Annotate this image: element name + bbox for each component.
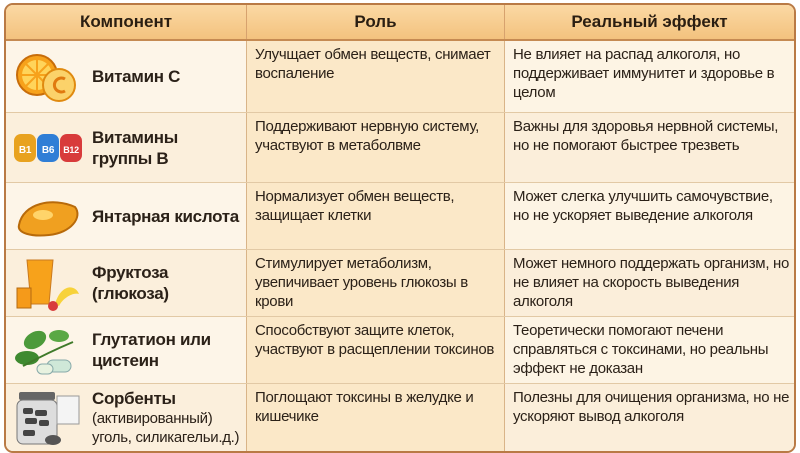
b-vitamins-capsules-icon xyxy=(12,119,84,177)
badge-b1: B1 xyxy=(18,144,32,156)
table-row xyxy=(6,384,794,451)
role-cell: Улучщает обмен веществ, снимает воспаление xyxy=(247,41,505,112)
component-cell xyxy=(6,250,247,316)
role-cell: Поддерживают нервную систему, участвуют в метаболвме xyxy=(247,113,505,182)
table-row xyxy=(6,41,794,113)
component-name: Глутатион или цистеин xyxy=(92,330,211,370)
effect-cell: Важны для здоровья нервной системы, но не помогают быстрее трезветь xyxy=(505,113,794,182)
leaves-and-pills-icon xyxy=(12,321,84,379)
component-name: Сорбенты xyxy=(92,389,176,408)
juice-and-fruit-icon xyxy=(12,254,84,312)
header-effect: Реальный эффект xyxy=(571,12,728,31)
component-cell xyxy=(6,41,247,112)
role-cell: Поглощают токсины в желудке и кишечике xyxy=(247,384,505,451)
role-cell: Стимулирует метаболизм, увепичивает уровень глюкозы в крови xyxy=(247,250,505,316)
table-header xyxy=(6,5,794,41)
component-name: Витамины группы В xyxy=(92,127,178,168)
table-row xyxy=(6,317,794,384)
table-row xyxy=(6,250,794,317)
component-name: Фруктоза (глюкоза) xyxy=(92,263,169,303)
effect-cell: Не влияет на распад алкоголя, но поддерживает иммунитет и здоровье в целом xyxy=(505,41,794,112)
effect-cell: Может немного поддержать организм, но не влияет на скорость выведения алкоголя xyxy=(505,250,794,316)
component-cell xyxy=(6,384,247,451)
sorbent-jar-icon xyxy=(12,389,84,447)
badge-b12: B12 xyxy=(63,144,79,155)
comparison-table xyxy=(4,3,796,453)
component-cell xyxy=(6,113,247,182)
component-subtitle: (активированный) уголь, силикагельи.д.) xyxy=(92,410,240,446)
effect-cell: Полезны для очищения организма, но не ускоряют вывод алкоголя xyxy=(505,384,794,451)
table-row xyxy=(6,183,794,250)
effect-cell: Теоретически помогают печени справляться с токсинами, но реальны эффект не доказан xyxy=(505,317,794,383)
component-cell xyxy=(6,317,247,383)
role-cell: Нормализует обмен веществ, защищает клетки xyxy=(247,183,505,249)
component-cell xyxy=(6,183,247,249)
role-cell: Способствуют защите клеток, участвуют в расщеплении токсинов xyxy=(247,317,505,383)
table-row xyxy=(6,113,794,183)
component-name: Янтарная кислота xyxy=(92,206,239,226)
badge-b6: B6 xyxy=(41,144,55,156)
component-name: Витамин С xyxy=(92,67,181,86)
header-role: Роль xyxy=(247,5,505,39)
amber-stone-icon xyxy=(12,187,84,245)
orange-vitamin-c-icon xyxy=(12,48,84,106)
header-component: Компонент xyxy=(6,5,247,39)
effect-cell: Может слегка улучшить самочувствие, но не ускоряет выведение алкоголя xyxy=(505,183,794,249)
